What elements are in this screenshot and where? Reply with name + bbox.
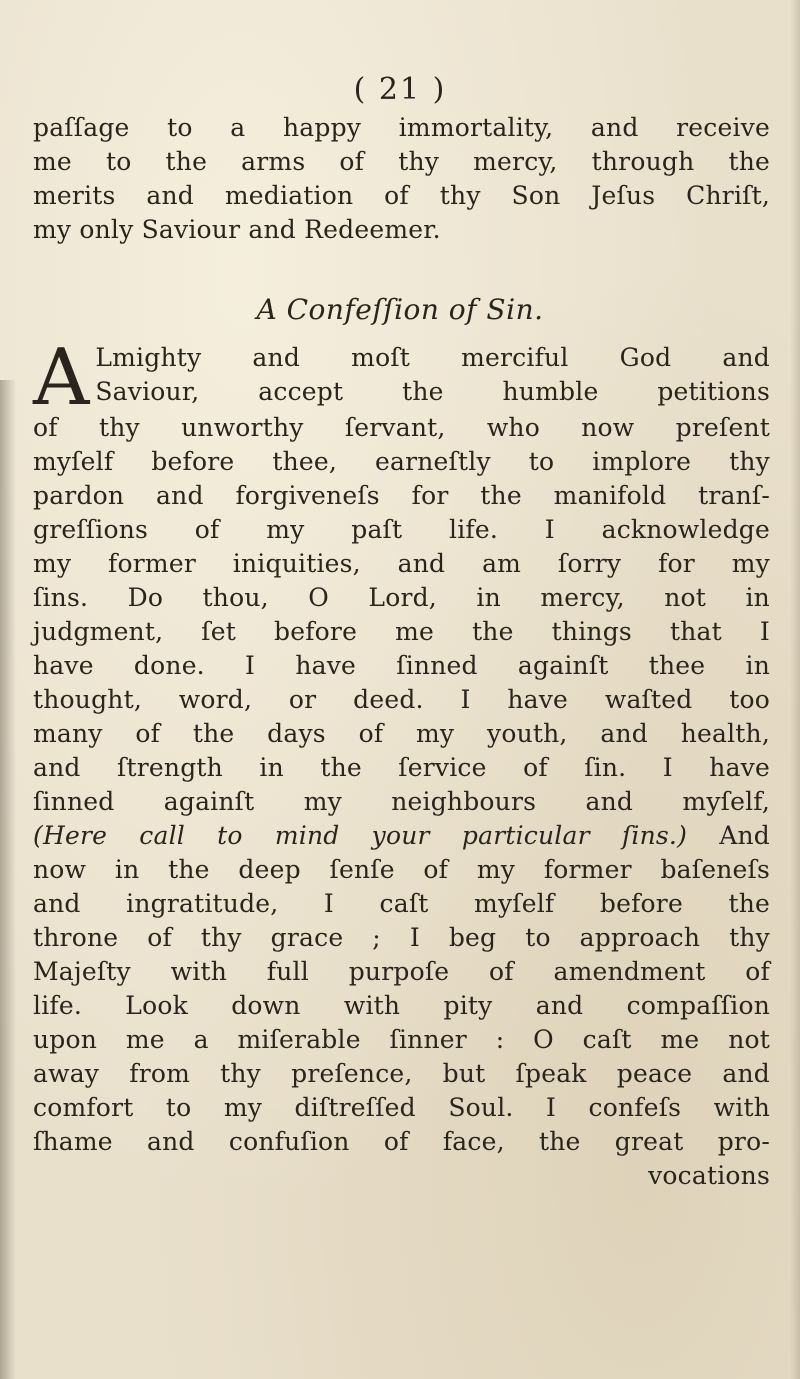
opening-paragraph bbox=[33, 111, 770, 247]
page-number: ( 21 ) bbox=[353, 72, 447, 107]
catchword: vocations bbox=[648, 1161, 770, 1190]
binding-gutter-shadow bbox=[0, 380, 16, 1379]
text-line: thought, word, or deed. I have waſted too bbox=[33, 685, 770, 714]
text-line: greſſions of my paſt life. I acknowledge bbox=[33, 515, 770, 544]
text-line: ſinned againſt my neighbours and myſelf, bbox=[33, 787, 770, 816]
text-line: and ſtrength in the ſervice of ſin. I have bbox=[33, 753, 770, 782]
text-line: my only Saviour and Redeemer. bbox=[33, 215, 441, 244]
text-line: throne of thy grace ; I beg to approach thy bbox=[33, 923, 770, 952]
text-line: my former iniquities, and am ſorry for my bbox=[33, 549, 770, 578]
italic-note: (Here call to mind your particular ſins.) bbox=[33, 821, 688, 850]
section-heading: A Confeſſion of Sin. bbox=[256, 293, 544, 326]
text-line: life. Look down with pity and compaſſion bbox=[33, 991, 770, 1020]
drop-cap: A bbox=[33, 333, 90, 423]
confession-paragraph bbox=[33, 333, 770, 1193]
text-line-italic-note bbox=[33, 819, 770, 853]
text-line: away from thy preſence, but ſpeak peace and bbox=[33, 1059, 770, 1088]
text-line: many of the days of my youth, and health, bbox=[33, 719, 770, 748]
page-edge-shadow bbox=[790, 0, 800, 1379]
text-line: upon me a miſerable ſinner : O caſt me not bbox=[33, 1025, 770, 1054]
text-line: me to the arms of thy mercy, through the bbox=[33, 147, 770, 176]
text-line: merits and mediation of thy Son Jeſus Chriſt, bbox=[33, 181, 770, 210]
text-line: have done. I have ſinned againſt thee in bbox=[33, 651, 770, 680]
text-line: comfort to my diſtreſſed Soul. I confeſs with bbox=[33, 1093, 770, 1122]
italic-note-tail: And bbox=[719, 821, 770, 850]
text-line: pardon and forgiveneſs for the manifold tranſ- bbox=[33, 481, 770, 510]
text-line: Lmighty and moſt merciful God and bbox=[95, 343, 770, 372]
dropcap-lines bbox=[95, 341, 770, 409]
dropcap-block bbox=[33, 333, 770, 423]
text-line: judgment, ſet before me the things that I bbox=[33, 617, 770, 646]
text-line: now in the deep ſenſe of my former baſeneſs bbox=[33, 855, 770, 884]
text-line: and ingratitude, I caſt myſelf before the bbox=[33, 889, 770, 918]
text-line: Majeſty with full purpoſe of amendment of bbox=[33, 957, 770, 986]
text-line: ſhame and confuſion of face, the great pro- bbox=[33, 1127, 770, 1156]
text-line: myſelf before thee, earneſtly to implore thy bbox=[33, 447, 770, 476]
text-line: paſſage to a happy immortality, and receive bbox=[33, 113, 770, 142]
text-line: Saviour, accept the humble petitions bbox=[95, 377, 770, 406]
text-line: of thy unworthy ſervant, who now preſent bbox=[33, 413, 770, 442]
text-line: ſins. Do thou, O Lord, in mercy, not in bbox=[33, 583, 770, 612]
